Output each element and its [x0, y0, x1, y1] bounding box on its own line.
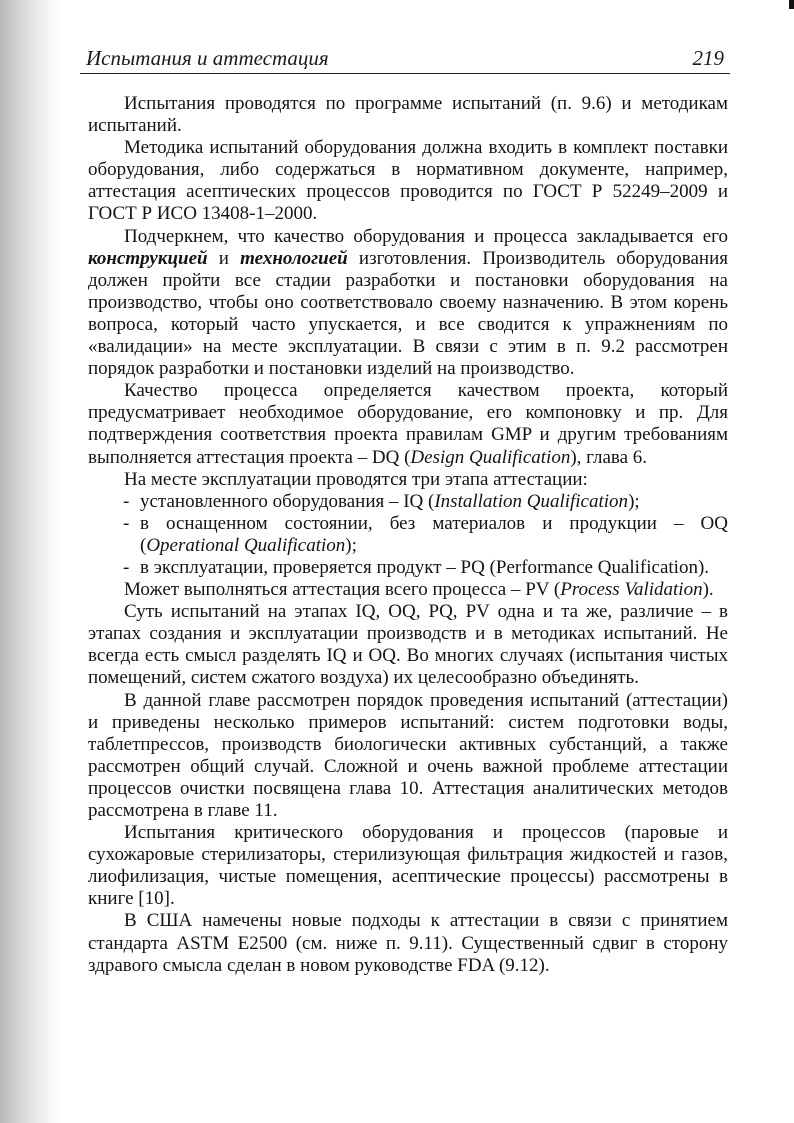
paragraph-10: В США намечены новые подходы к аттестации в связи с принятием стандарта ASTM E2500 (см. ниже п. 9.11). Существенный сдвиг в сторону здравого смысла сделан в новом руководстве FDA (9.12). — [88, 910, 728, 976]
body-text — [88, 93, 728, 977]
scan-corner-mark — [789, 0, 794, 9]
list-dash: - — [123, 490, 130, 512]
list-item-text: в оснащенном состоянии, без материалов и продукции – OQ ( — [140, 512, 728, 556]
list-dash: - — [123, 512, 130, 534]
running-header — [80, 44, 730, 74]
paragraph-3-part-c: и — [207, 247, 241, 269]
spine-shadow — [0, 0, 60, 1123]
list-item — [88, 557, 728, 579]
paragraph-4-part-a: Качество процесса определяется качеством проекта, который предусматривает необходимое оборудование, его компоновку и пр. Для подтверждения соответствия проекта правилам GMP и другим требованиям выполняется аттестация проекта – DQ ( — [88, 380, 728, 468]
list-dash: - — [123, 556, 130, 578]
paragraph-4-part-c: ), глава 6. — [570, 446, 648, 468]
list-item — [88, 513, 728, 557]
paragraph-9: Испытания критического оборудования и процессов (паровые и сухожаровые стерилизаторы, стерилизующая фильтрация жидкостей и газов, лиофилизация, чистые помещения, асептические процессы) рассмотрены в книге [10]. — [88, 822, 728, 910]
paragraph-5: На месте эксплуатации проводятся три этапа аттестации: — [124, 468, 588, 490]
paragraph-1: Испытания проводятся по программе испытаний (п. 9.6) и методикам испытаний. — [88, 93, 728, 137]
list-item-text: в эксплуатации, проверяется продукт – PQ (Performance Qualification). — [140, 556, 710, 578]
running-title: Испытания и аттестация — [86, 46, 329, 70]
list-item-term: Operational Qualification — [146, 534, 346, 556]
list-item-text: установленного оборудования – IQ ( — [140, 490, 435, 512]
list-item-term: Installation Qualification — [434, 490, 629, 512]
paragraph-6-part-c: ). — [702, 579, 714, 601]
paragraph-6-part-a: Может выполняться аттестация всего процесса – PV ( — [124, 579, 561, 601]
emphasis-technology: технологией — [240, 247, 348, 269]
header-rule — [80, 73, 730, 74]
emphasis-design: конструкцией — [88, 247, 208, 269]
paragraph-8: В данной главе рассмотрен порядок проведения испытаний (аттестации) и приведены несколько примеров испытаний: систем подготовки воды, таблетпрессов, производств биологически активных субстанций, а также рассмотрен общий случай. Сложной и очень важной проблеме аттестации процессов очистки посвящена глава 10. Аттестация аналитических методов рассмотрена в главе 11. — [88, 689, 728, 821]
paragraph-3-part-a: Подчеркнем, что качество оборудования и процесса закладывается его — [124, 225, 728, 247]
paragraph-6 — [88, 579, 728, 601]
paragraph-4 — [88, 380, 728, 468]
paragraph-3 — [88, 226, 728, 381]
list-item — [88, 491, 728, 513]
process-validation-term: Process Validation — [560, 579, 703, 601]
list-item-end: ); — [345, 534, 357, 556]
page-number: 219 — [692, 46, 724, 70]
paragraph-3-part-e: изготовления. Производитель оборудования должен пройти все стадии разработки и постановки оборудования на производство, чтобы оно соответствовало своему назначению. В этом корень вопроса, который часто упускается, и все сводится к упражнениям по «валидации» на месте эксплуатации. В связи с этим в п. 9.2 рассмотрен порядок разработки и постановки изделий на производство. — [88, 247, 729, 380]
list-item-end: ); — [628, 490, 640, 512]
paragraph-2: Методика испытаний оборудования должна входить в комплект поставки оборудования, либо содержаться в нормативном документе, например, аттестация асептических процессов проводится по ГОСТ Р 52249–2009 и ГОСТ Р ИСО 13408-1–2000. — [88, 137, 728, 225]
design-qualification-term: Design Qualification — [410, 446, 571, 468]
paragraph-7: Суть испытаний на этапах IQ, OQ, PQ, PV одна и та же, различие – в этапах создания и эксплуатации производств и в методиках испытаний. Не всегда есть смысл разделять IQ и OQ. Во многих случаях (испытания чистых помещений, систем сжатого воздуха) их целесообразно объединять. — [88, 601, 728, 689]
